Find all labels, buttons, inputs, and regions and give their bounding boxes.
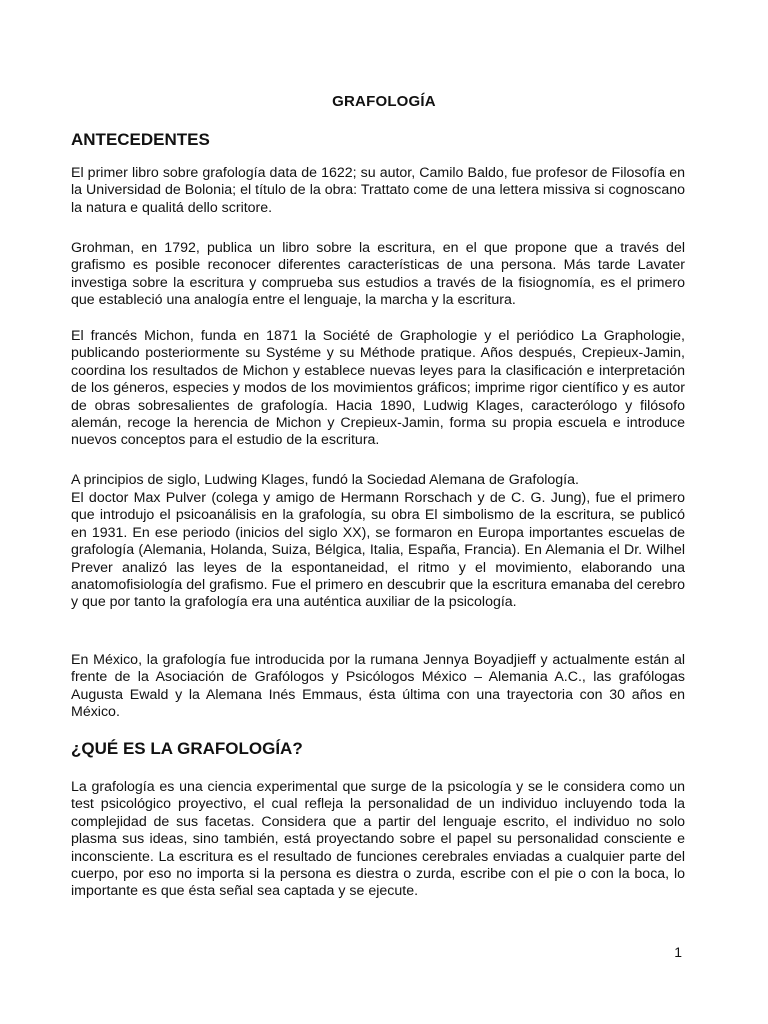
page-number: 1 — [674, 944, 682, 960]
paragraph-definicion: La grafología es una ciencia experimental que surge de la psicología y se le considera como un test psicológico proyectivo, el cual refleja la personalidad de un individuo incluyendo toda la complejidad de sus facetas. Considera que a partir del lenguaje escrito, el individuo no solo plasma sus ideas, sino también, está proyectando sobre el papel su personalidad consciente e inconsciente. La escritura es el resultado de funciones cerebrales enviadas a cualquier parte del cuerpo, por eso no importa si la persona es diestra o zurda, escribe con el pie o con la boca, lo importante es que ésta señal sea captada y se ejecute. — [71, 779, 685, 900]
paragraph-klages: A principios de siglo, Ludwing Klages, fundó la Sociedad Alemana de Grafología. — [71, 472, 579, 488]
paragraph-michon: El francés Michon, funda en 1871 la Société de Graphologie y el periódico La Graphologie, publicando posteriormente su Systéme y su Méthode pratique. Años después, Crepieux-Jamin, coordina los resultados de Michon y establece nuevas leyes para la clasificación e interpretación de los géneros, especies y modos de los movimientos gráficos; imprime rigor científico y es autor de obras sobresalientes de grafología. Hacia 1890, Ludwig Klages, caracterólogo y filósofo alemán, recoge la herencia de Michon y Crepieux-Jamin, forma su propia escuela e introduce nuevos conceptos para el estudio de la escritura. — [71, 328, 685, 449]
section-heading-antecedentes: ANTECEDENTES — [71, 130, 210, 149]
paragraph-grohman: Grohman, en 1792, publica un libro sobre la escritura, en el que propone que a través del grafismo es posible reconocer diferentes características de una persona. Más tarde Lavater investiga sobre la escritura y comprueba sus estudios a través de la fisiognomía, es el primero que estableció una analogía entre el lenguaje, la marcha y la escritura. — [71, 240, 685, 309]
paragraph-mexico: En México, la grafología fue introducida por la rumana Jennya Boyadjieff y actualmente están al frente de la Asociación de Grafólogos y Psicólogos México – Alemania A.C., las grafólogas Augusta Ewald y la Alemana Inés Emmaus, ésta última con una trayectoria con 30 años en México. — [71, 652, 685, 721]
paragraph-pulver: El doctor Max Pulver (colega y amigo de Hermann Rorschach y de C. G. Jung), fue el primero que introdujo el psicoanálisis en la grafología, su obra El simbolismo de la escritura, se publicó en 1931. En ese periodo (inicios del siglo XX), se formaron en Europa importantes escuelas de grafología (Alemania, Holanda, Suiza, Bélgica, Italia, España, Francia). En Alemania el Dr. Wilhel Prever analizó las leyes de la espontaneidad, el ritmo y el movimiento, elaborando una anatomofisiología del grafismo. Fue el primero en descubrir que la escritura emanaba del cerebro y que por tanto la grafología era una auténtica auxiliar de la psicología. — [71, 490, 685, 611]
document-title: GRAFOLOGÍA — [332, 93, 436, 110]
paragraph-primer-libro: El primer libro sobre grafología data de 1622; su autor, Camilo Baldo, fue profesor de Filosofía en la Universidad de Bolonia; el título de la obra: Trattato come de una lettera missiva si cognoscano la natura e qualitá dello scritore. — [71, 165, 685, 216]
section-heading-que-es: ¿QUÉ ES LA GRAFOLOGÍA? — [71, 739, 303, 758]
